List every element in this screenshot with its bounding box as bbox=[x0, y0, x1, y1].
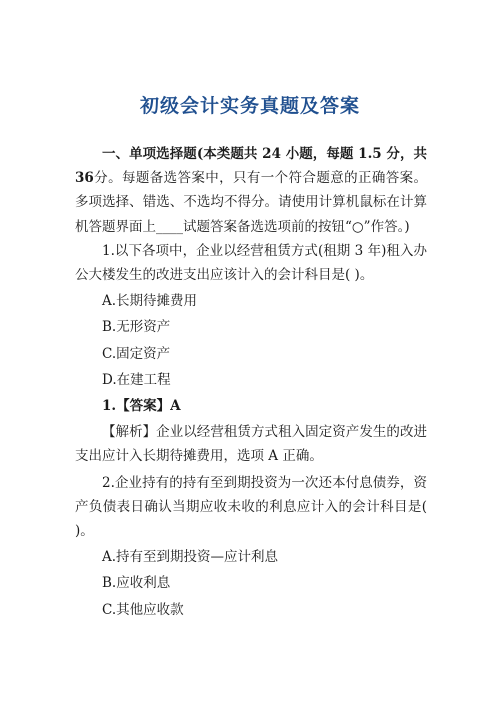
section-instructions: 分。每题备选答案中，只有一个符合题意的正确答案。多项选择、错选、不选均不得分。请使用计算机鼠标在计算机答题界面上____试题答案备选选项前的按钮“○”作答。) bbox=[75, 170, 427, 235]
document-body bbox=[75, 142, 427, 622]
question-1-option-a: A.长期待摊费用 bbox=[102, 293, 198, 310]
question-2-stem: 2.企业持有的持有至到期投资为一次还本付息债券，资产负债表日确认当期应收未收的利息应计入的会计科目是( )。 bbox=[75, 474, 427, 540]
question-1-stem: 1.以下各项中，企业以经营租赁方式(租期 3 年)租入办公大楼发生的改进支出应该计入的会计科目是( )。 bbox=[75, 242, 427, 284]
section-heading: 一、单项选择题(本类题共 24 小题，每题 1.5 分，共 36 bbox=[75, 146, 427, 187]
question-1-option-c: C.固定资产 bbox=[102, 345, 171, 362]
question-2-option-a: A.持有至到期投资—应计利息 bbox=[102, 549, 279, 566]
question-1-analysis: 【解析】企业以经营租赁方式租入固定资产发生的改进支出应计入长期待摊费用，选项 A 正确。 bbox=[75, 424, 427, 465]
question-1-option-d: D.在建工程 bbox=[102, 371, 171, 388]
section-intro bbox=[75, 142, 427, 239]
document-title: 初级会计实务真题及答案 bbox=[139, 95, 360, 117]
question-2-option-c: C.其他应收款 bbox=[102, 601, 184, 618]
question-1-answer: 1.【答案】A bbox=[102, 398, 181, 415]
question-1-option-b: B.无形资产 bbox=[102, 319, 171, 336]
question-2-option-b: B.应收利息 bbox=[102, 575, 171, 592]
